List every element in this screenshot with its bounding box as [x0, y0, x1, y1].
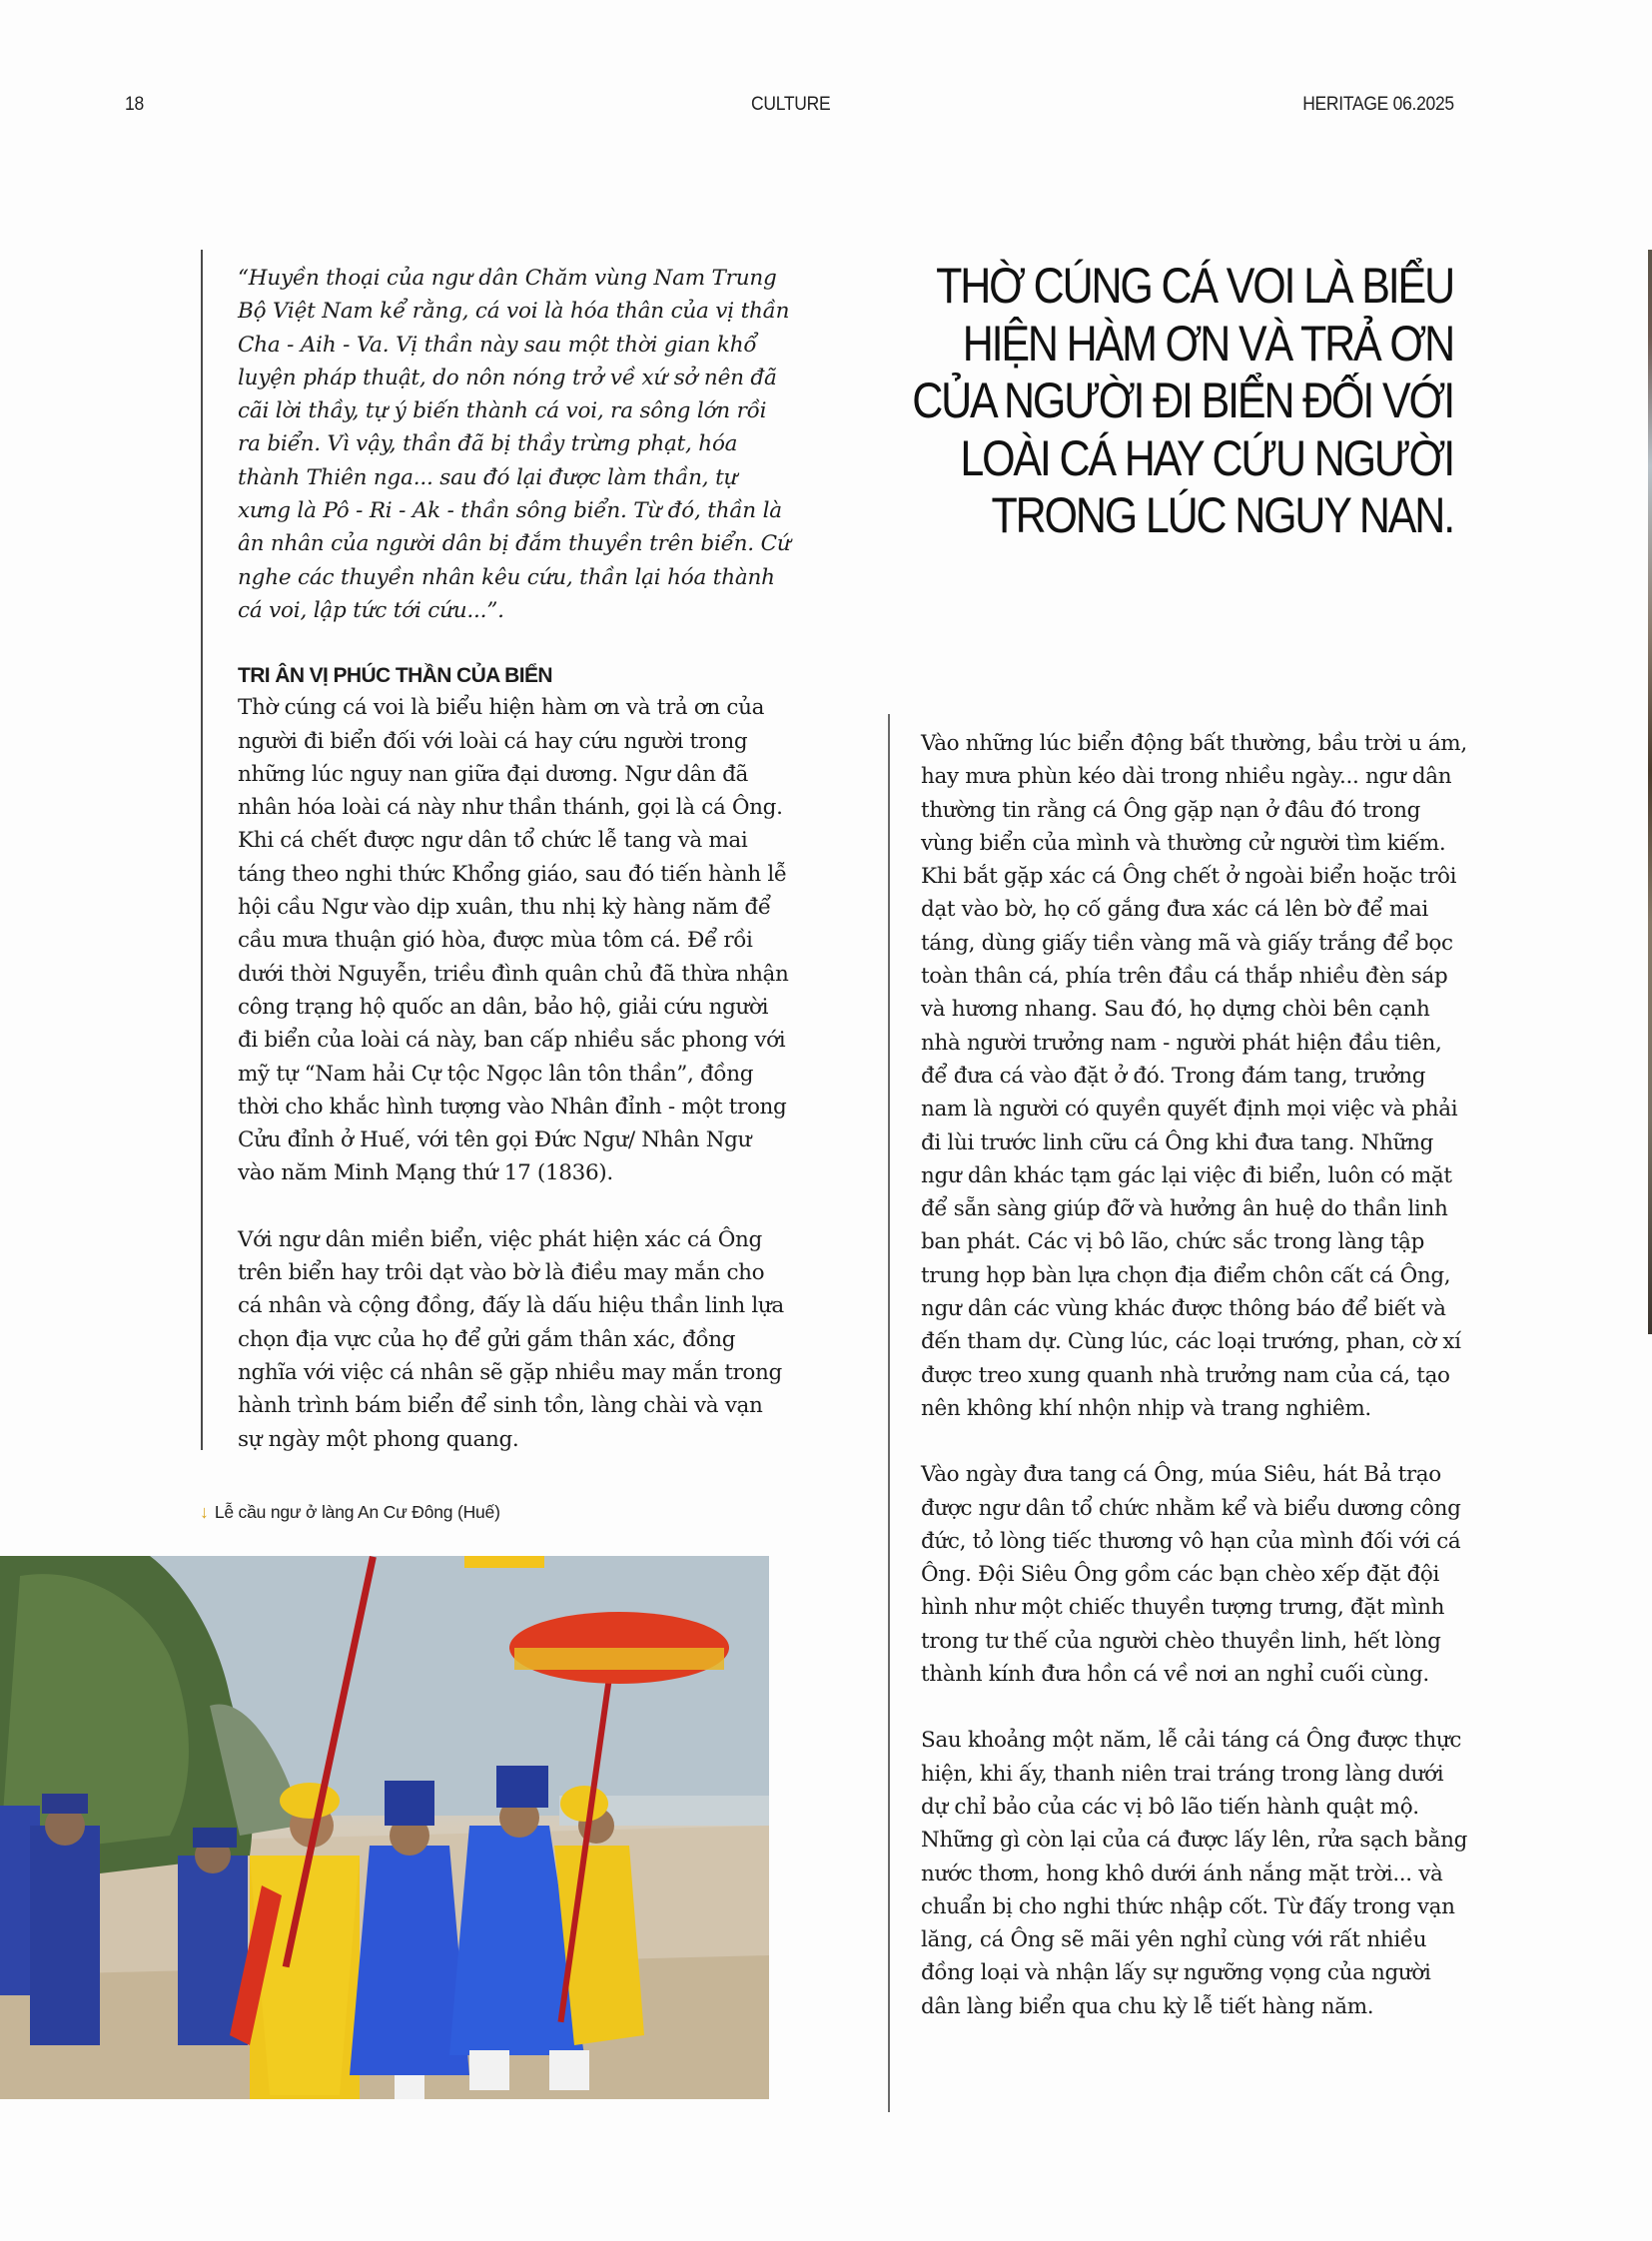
right-column-rule	[888, 714, 890, 2112]
page-number: 18	[125, 94, 144, 115]
photo-caption	[200, 1502, 500, 1523]
left-column	[238, 262, 793, 1456]
body-paragraph: Thờ cúng cá voi là biểu hiện hàm ơn và trả ơn của người đi biển đối với loài cá hay cứu người trong những lúc nguy nan giữa đại dương. Ngư dân đã nhân hóa loài cá này như thần thánh, gọi là cá Ông. Khi cá chết được ngư dân tổ chức lễ tang và mai táng theo nghi thức Khổng giáo, sau đó tiến hành lễ hội cầu Ngư vào dịp xuân, thu nhị kỳ hàng năm để cầu mưa thuận gió hòa, được mùa tôm cá. Để rồi dưới thời Nguyễn, triều đình quân chủ đã thừa nhận công trạng hộ quốc an dân, bảo hộ, giải cứu người đi biển của loài cá này, ban cấp nhiều sắc phong với mỹ tự “Nam hải Cự tộc Ngọc lân tôn thần”, đồng thời cho khắc hình tượng vào Nhân đỉnh - một trong Cửu đỉnh ở Huế, với tên gọi Đức Ngư/ Nhân Ngư vào năm Minh Mạng thứ 17 (1836).	[238, 695, 789, 1186]
section-subheading: TRI ÂN VỊ PHÚC THẦN CỦA BIỂN	[238, 664, 552, 688]
right-column	[921, 727, 1468, 2023]
body-paragraph: Vào những lúc biển động bất thường, bầu trời u ám, hay mưa phùn kéo dài trong nhiều ngày... ngư dân thường tin rằng cá Ông gặp nạn ở đâu đó trong vùng biển của mình và thường cử người tìm kiếm. Khi bắt gặp xác cá Ông chết ở ngoài biển hoặc trôi dạt vào bờ, họ cố gắng đưa xác cá lên bờ để mai táng, dùng giấy tiền vàng mã và giấy trắng để bọc toàn thân cá, phía trên đầu cá thắp nhiều đèn sáp và hương nhang. Sau đó, họ dựng chòi bên cạnh nhà người trưởng nam - người phát hiện đầu tiên, để đưa cá vào đặt ở đó. Trong đám tang, trưởng nam là người có quyền quyết định mọi việc và phải đi lùi trước linh cữu cá Ông khi đưa tang. Những ngư dân khác tạm gác lại việc đi biển, luôn có mặt để sẵn sàng giúp đỡ và hưởng ân huệ do thần linh ban phát. Các vị bô lão, chức sắc trong làng tập trung họp bàn lựa chọn địa điểm chôn cất cá Ông, ngư dân các vùng khác được thông báo để biết và đến tham dự. Cùng lúc, các loại trướng, phan, cờ xí được treo xung quanh nhà trưởng nam của cá, tạo nên không khí nhộn nhịp và trang nghiêm.	[921, 731, 1467, 1421]
issue-label: HERITAGE 06.2025	[1302, 94, 1454, 115]
body-paragraph: Với ngư dân miền biển, việc phát hiện xác cá Ông trên biển hay trôi dạt vào bờ là điều may mắn cho cá nhân và cộng đồng, đấy là dấu hiệu thần linh lựa chọn địa vực của họ để gửi gắm thân xác, đồng nghĩa với việc cá nhân sẽ gặp nhiều may mắn trong hành trình bám biển để sinh tồn, làng chài và vạn sự ngày một phong quang.	[238, 1226, 784, 1452]
arrow-down-icon: ↓	[200, 1502, 209, 1522]
adjacent-photo-edge	[1648, 250, 1652, 1334]
caption-text: Lễ cầu ngư ở làng An Cư Đông (Huế)	[214, 1502, 500, 1522]
section-label: CULTURE	[751, 94, 831, 115]
left-column-rule	[201, 250, 203, 1450]
ceremony-photo	[0, 1556, 769, 2099]
legend-quote: “Huyền thoại của ngư dân Chăm vùng Nam Trung Bộ Việt Nam kể rằng, cá voi là hóa thân của vị thần Cha - Aih - Va. Vị thần này sau một thời gian khổ luyện pháp thuật, do nôn nóng trở về xứ sở nên đã cãi lời thầy, tự ý biến thành cá voi, ra sông lớn rồi ra biển. Vì vậy, thần đã bị thầy trừng phạt, hóa thành Thiên nga... sau đó lại được làm thần, tự xưng là Pô - Ri - Ak - thần sông biển. Từ đó, thần là ân nhân của người dân bị đắm thuyền trên biển. Cứ nghe các thuyền nhân kêu cứu, thần lại hóa thành cá voi, lập tức tới cứu...”.	[238, 266, 791, 623]
pull-quote: THỜ CÚNG CÁ VOI LÀ BIỂU HIỆN HÀM ƠN VÀ TRẢ ƠN CỦA NGƯỜI ĐI BIỂN ĐỐI VỚI LOÀI CÁ HAY CỨU NGƯỜI TRONG LÚC NGUY NAN.	[912, 258, 1453, 543]
body-paragraph: Vào ngày đưa tang cá Ông, múa Siêu, hát Bả trạo được ngư dân tổ chức nhằm kể và biểu dương công đức, tỏ lòng tiếc thương vô hạn của mình đối với cá Ông. Đội Siêu Ông gồm các bạn chèo xếp đặt đội hình như một chiếc thuyền tượng trưng, đặt mình trong tư thế của người chèo thuyền linh, hết lòng thành kính đưa hồn cá về nơi an nghỉ cuối cùng.	[921, 1462, 1461, 1688]
body-paragraph: Sau khoảng một năm, lễ cải táng cá Ông được thực hiện, khi ấy, thanh niên trai tráng trong làng dưới dự chỉ bảo của các vị bô lão tiến hành quật mộ. Những gì còn lại của cá được lấy lên, rửa sạch bằng nước thơm, hong khô dưới ánh nắng mặt trời... và chuẩn bị cho nghi thức nhập cốt. Từ đấy trong vạn lăng, cá Ông sẽ mãi yên nghỉ cùng với rất nhiều đồng loại và nhận lấy sự ngưỡng vọng của người dân làng biển qua chu kỳ lễ tiết hàng năm.	[921, 1728, 1467, 2019]
